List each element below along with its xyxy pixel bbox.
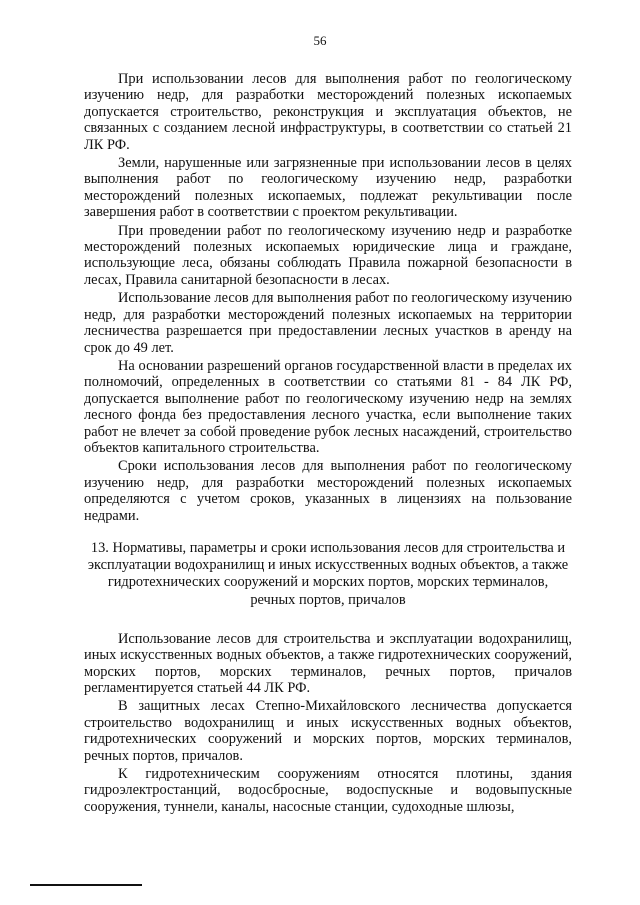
footnote-divider bbox=[30, 884, 142, 886]
page-number: 56 bbox=[313, 33, 327, 48]
paragraph: На основании разрешений органов государственной власти в пределах их полномочий, определенных в соответствии со статьями 81 - 84 ЛК РФ, допускается выполнение работ по геологическому изучению недр на землях лесного фонда без предоставления лесного участка, если выполнение таких работ не влечет за собой проведение рубок лесных насаждений, строительство объектов капитального строительства. bbox=[84, 357, 572, 456]
paragraph: Использование лесов для строительства и эксплуатации водохранилищ, иных искусственных водных объектов, а также гидротехнических сооружений, морских портов, морских терминалов, речных портов, причалов регламентируется статьей 44 ЛК РФ. bbox=[84, 630, 572, 696]
paragraph: В защитных лесах Степно-Михайловского лесничества допускается строительство водохранилищ и иных искусственных водных объектов, гидротехнических сооружений и морских портов, морских терминалов, речных портов, причалов. bbox=[84, 698, 572, 764]
spacer bbox=[84, 609, 572, 631]
paragraph: Земли, нарушенные или загрязненные при использовании лесов в целях выполнения работ по геологическому изучению недр, разработки месторождений полезных ископаемых, подлежат рекультивации после завершения работ в соответствии с проектом рекультивации. bbox=[84, 155, 572, 221]
paragraph: При проведении работ по геологическому изучению недр и разработке месторождений полезных ископаемых юридические лица и граждане, использующие леса, обязаны соблюдать Правила пожарной безопасности в лесах, Правила санитарной безопасности в лесах. bbox=[84, 222, 572, 288]
document-body bbox=[84, 71, 572, 817]
paragraph: Сроки использования лесов для выполнения работ по геологическому изучению недр, для разработки месторождений полезных ископаемых определяются с учетом сроков, указанных в лицензиях на пользование недрами. bbox=[84, 458, 572, 524]
section-heading: 13. Нормативы, параметры и сроки использования лесов для строительства и эксплуатации водохранилищ и иных искусственных водных объектов, а также гидротехнических сооружений и морских портов, морских терминалов, речных портов, причалов bbox=[87, 539, 569, 608]
paragraph: При использовании лесов для выполнения работ по геологическому изучению недр, для разработки месторождений полезных ископаемых допускается строительство, реконструкция и эксплуатация объектов, не связанных с созданием лесной инфраструктуры, в соответствии со статьей 21 ЛК РФ. bbox=[84, 71, 572, 153]
paragraph: К гидротехническим сооружениям относятся плотины, здания гидроэлектростанций, водосбросные, водоспускные и водовыпускные сооружения, туннели, каналы, насосные станции, судоходные шлюзы, bbox=[84, 766, 572, 815]
paragraph: Использование лесов для выполнения работ по геологическому изучению недр, для разработки месторождений полезных ископаемых на территории лесничества разрешается при предоставлении лесных участков в аренду на срок до 49 лет. bbox=[84, 290, 572, 356]
